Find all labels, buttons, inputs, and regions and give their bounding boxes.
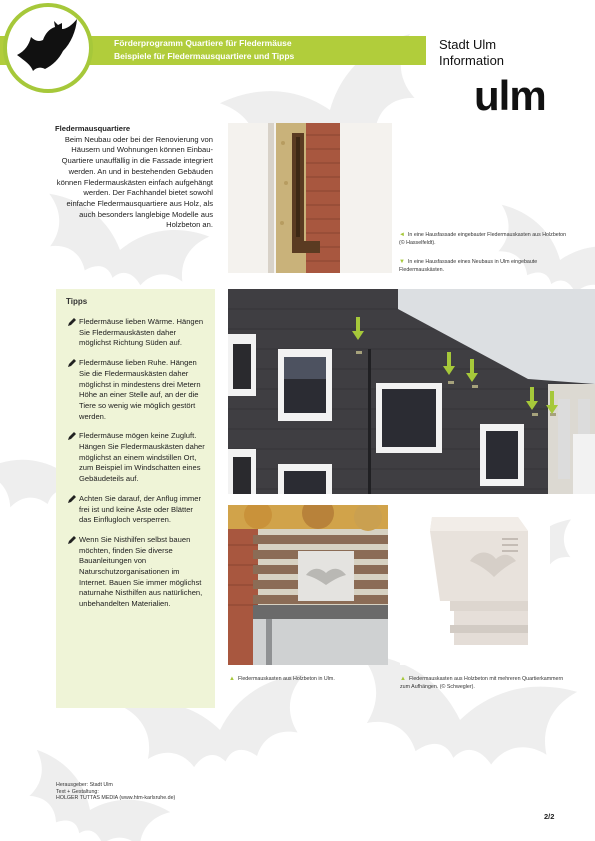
city-info-label: Information xyxy=(439,53,505,68)
caption-photo-3: ▲ Fledermauskasten aus Holzbeton in Ulm. xyxy=(229,676,335,682)
bat-icon xyxy=(7,7,89,89)
caption-photo-1: ◄ In eine Hausfassade eingebauter Fledermauskasten aus Holzbeton (© Hasselfeldt). xyxy=(399,232,567,246)
footer-design-credit: HOLGER TUTTAS MEDIA (www.htm-karlsruhe.de) xyxy=(56,795,176,802)
intro-section xyxy=(55,124,213,231)
tip-item: Fledermäuse lieben Ruhe. Hängen Sie die Fledermauskästen daher möglichst in mindestens drei Metern Höhe an einer Stelle auf, an der die Tiere so wenig wie möglich gestört werden. xyxy=(66,358,207,422)
header-subtitle: Beispiele für Fledermausquartiere und Tipps xyxy=(114,51,295,61)
footer-design-label: Text + Gestaltung: xyxy=(56,788,99,795)
tips-title: Tipps xyxy=(66,297,88,306)
city-info xyxy=(439,37,504,69)
tip-item: Fledermäuse mögen keine Zugluft. Hängen Sie Fledermauskästen daher möglichst an einem windstillen Ort, zum Beispiel im Windschatten eines Gebäudeteils auf. xyxy=(66,431,207,485)
photo-batbox-ulm xyxy=(228,505,388,665)
caption-arrow-up-icon: ▲ xyxy=(400,676,406,682)
footer-publisher: Herausgeber: Stadt Ulm xyxy=(56,782,113,788)
tip-item: Fledermäuse lieben Wärme. Hängen Sie Fledermauskästen daher möglichst Richtung Süden auf. xyxy=(66,317,207,349)
caption-arrow-up-icon: ▲ xyxy=(229,676,235,682)
ulm-wordmark: ulm xyxy=(474,72,546,119)
caption-arrow-down-icon: ▼ xyxy=(399,259,405,265)
tips-box xyxy=(56,289,215,708)
pen-icon xyxy=(67,318,76,327)
intro-heading: Fledermausquartiere xyxy=(55,124,131,133)
header-program-title: Förderprogramm Quartiere für Fledermäuse xyxy=(114,38,292,48)
photo-facade-cross-section xyxy=(228,123,392,273)
pen-icon xyxy=(67,495,76,504)
tip-item: Achten Sie darauf, der Anflug immer frei ist und keine Äste oder Blätter das Einflugloch versperren. xyxy=(66,494,207,526)
photo-hanging-batbox xyxy=(400,505,550,665)
bat-logo xyxy=(3,3,93,93)
intro-text: Beim Neubau oder bei der Renovierung von Häusern und Wohnungen können Einbau-Quartiere unauffällig in die Fassade integriert werden. An und in bestehenden Gebäuden können Fledermauskästen einfach aufgehängt werden. Der Fachhandel bietet sowohl einfache Fledermausquartiere aus Holz, als auch besonders langlebige Modelle aus Holzbeton an. xyxy=(56,134,213,230)
footer-credits xyxy=(56,782,175,802)
caption-photo-4: ▲ Fledermauskasten aus Holzbeton mit mehreren Quartierkammern zum Aufhängen. (© Schwegler). xyxy=(400,676,564,690)
pen-icon xyxy=(67,432,76,441)
page-number: 2/2 xyxy=(544,812,555,821)
pen-icon xyxy=(67,359,76,368)
caption-photo-2: ▼ In eine Hausfassade eines Neubaus in Ulm eingebaute Fledermauskästen. xyxy=(399,259,538,273)
photo-building-facade xyxy=(228,289,595,494)
city-name: Stadt Ulm xyxy=(439,37,497,52)
pen-icon xyxy=(67,536,76,545)
caption-arrow-left-icon: ◄ xyxy=(399,232,405,238)
tip-item: Wenn Sie Nisthilfen selbst bauen möchten, finden Sie diverse Bauanleitungen von Naturschutzorganisationen im Internet. Bauen Sie immer möglichst naturnahe Nisthilfen aus natürlichen, unbehandelten Materialien. xyxy=(66,535,207,610)
